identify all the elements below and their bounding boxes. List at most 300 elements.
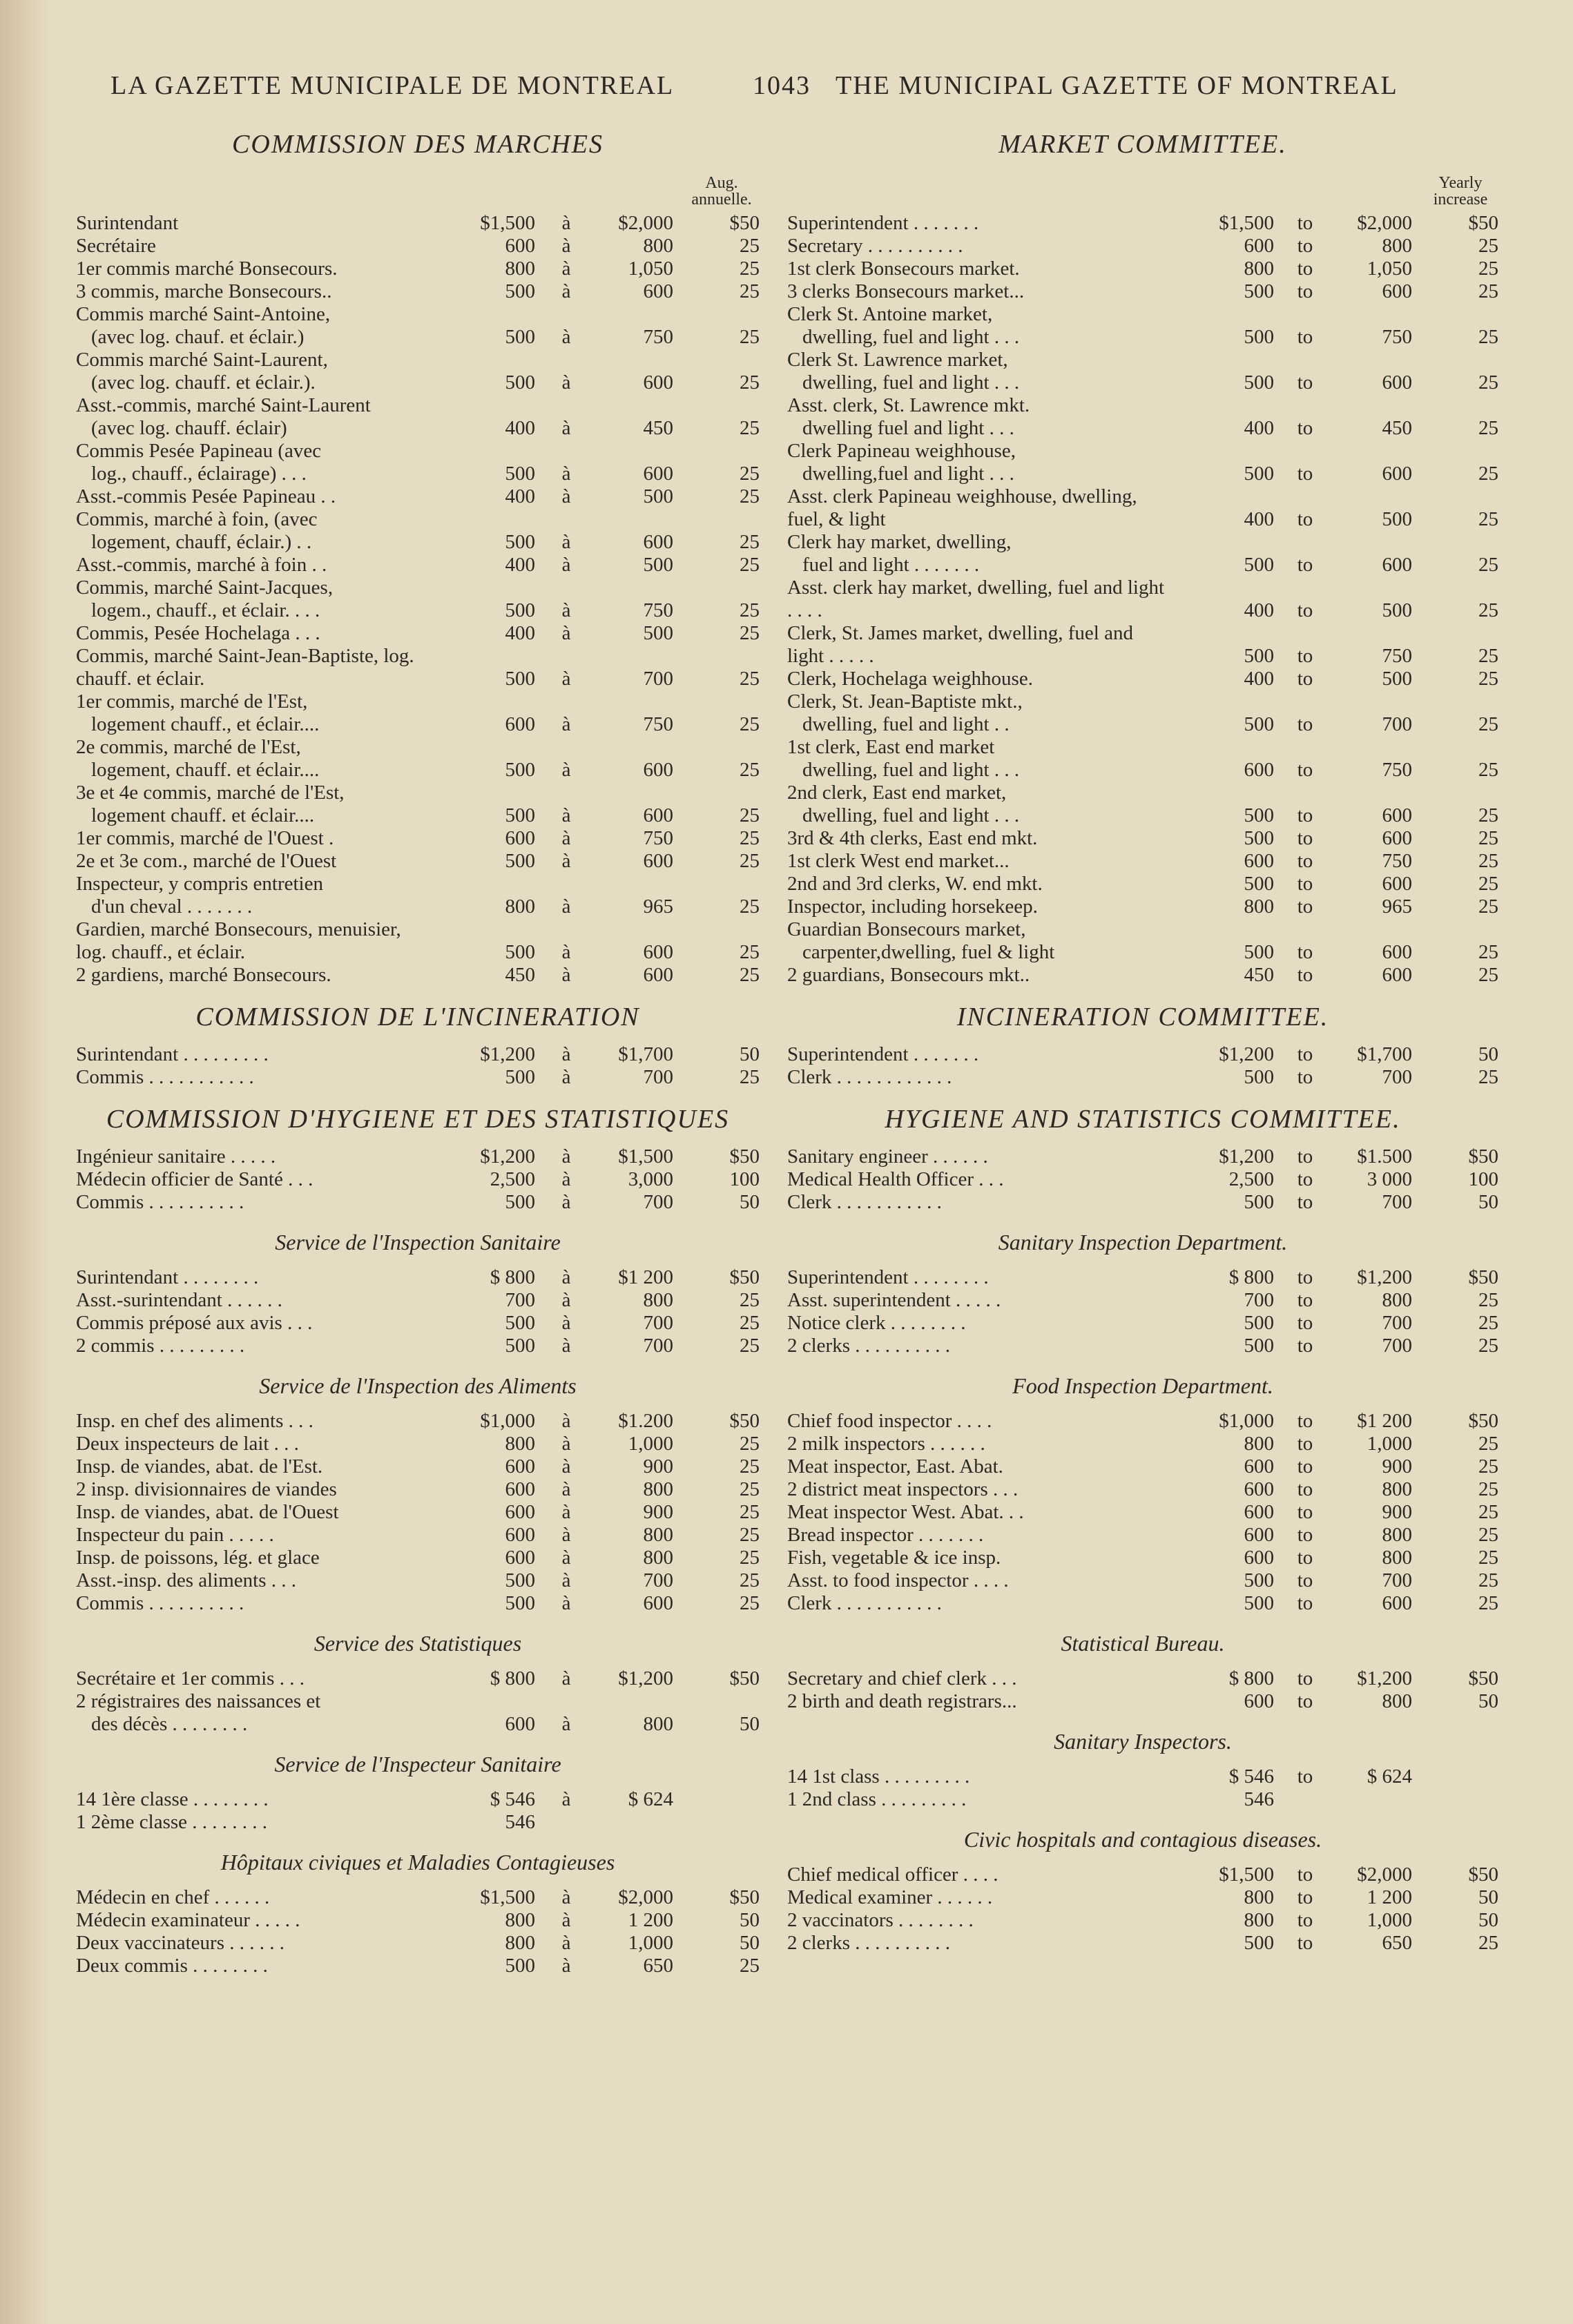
salary-row (787, 1569, 1498, 1592)
salary-to: 600 (1382, 1592, 1412, 1614)
position-label: Guardian Bonsecours market, (787, 918, 1026, 940)
range-conjunction: to (1297, 1410, 1313, 1432)
position-label: Asst. clerk Papineau weighhouse, dwelling, fuel, & light (787, 485, 1137, 530)
salary-to: $2,000 (618, 1886, 673, 1908)
salary-from: $1,200 (480, 1145, 535, 1168)
salary-to: 650 (1382, 1932, 1412, 1954)
salary-to: 600 (1382, 280, 1412, 302)
salary-from: 500 (1244, 1569, 1274, 1591)
range-conjunction: à (561, 1168, 571, 1190)
salary-from: 600 (505, 1455, 535, 1478)
salary-to: $ 624 (1367, 1765, 1412, 1788)
yearly-increase: 25 (1478, 1455, 1498, 1478)
position-label-continued: dwelling, fuel and light . . . (802, 804, 1020, 826)
range-conjunction: to (1297, 1433, 1313, 1455)
salary-to: 700 (643, 668, 673, 690)
yearly-increase: 25 (740, 1524, 760, 1546)
position-label: 2 clerks . . . . . . . . . . (787, 1932, 950, 1954)
yearly-increase: $50 (1468, 1667, 1498, 1689)
position-label: Médecin officier de Santé . . . (76, 1168, 313, 1190)
salary-figures (428, 258, 760, 280)
range-conjunction: à (561, 554, 571, 576)
position-label: Asst. superintendent . . . . . (787, 1289, 1001, 1311)
salary-to: 600 (643, 1592, 673, 1614)
position-label: Asst. clerk hay market, dwelling, fuel and light . . . . (787, 577, 1165, 621)
salary-to: 800 (643, 1547, 673, 1569)
salary-row (787, 1501, 1498, 1524)
position-label: Commis Pesée Papineau (avec (76, 440, 322, 462)
salary-figures (428, 1455, 760, 1478)
salary-from: 500 (505, 599, 535, 621)
salary-figures (428, 1592, 760, 1615)
range-conjunction: à (561, 622, 571, 644)
yearly-increase: 25 (740, 531, 760, 553)
salary-figures (1167, 1335, 1498, 1357)
salary-figures (1167, 371, 1498, 394)
salary-row (76, 1932, 760, 1955)
yearly-increase: 25 (740, 280, 760, 302)
salary-to: $1,700 (1357, 1043, 1412, 1065)
salary-to: 900 (1382, 1455, 1412, 1478)
salary-row (76, 1788, 760, 1811)
salary-row (787, 827, 1498, 850)
salary-row (76, 1455, 760, 1478)
salary-figures (1167, 1066, 1498, 1089)
salary-figures (428, 1168, 760, 1191)
salary-row (76, 690, 760, 736)
position-label: Notice clerk . . . . . . . . (787, 1312, 966, 1334)
position-label: 2e et 3e com., marché de l'Ouest (76, 850, 337, 872)
salary-to: 600 (643, 531, 673, 553)
position-label: Commis marché Saint-Laurent, (76, 349, 328, 371)
position-label: 2 insp. divisionnaires de viandes (76, 1478, 337, 1500)
position-label: Superintendent . . . . . . . . (787, 1266, 989, 1288)
position-label: Médecin examinateur . . . . . (76, 1909, 300, 1931)
salary-row (76, 850, 760, 873)
salary-row (787, 258, 1498, 280)
position-label: 1 2ème classe . . . . . . . . (76, 1811, 268, 1833)
yearly-increase: 25 (1478, 759, 1498, 781)
salary-to: 900 (643, 1455, 673, 1478)
yearly-increase: 50 (1478, 1886, 1498, 1908)
committee-title: COMMISSION DE L'INCINERATION (195, 1003, 640, 1032)
salary-to: 965 (643, 895, 673, 918)
salary-section (787, 1228, 1498, 1357)
salary-row (76, 1524, 760, 1547)
position-label: Secrétaire et 1er commis . . . (76, 1667, 305, 1689)
salary-figures (428, 827, 760, 850)
salary-figures (428, 850, 760, 873)
salary-from: 800 (1244, 258, 1274, 280)
salary-to: 1,050 (628, 258, 673, 280)
range-conjunction: to (1297, 1066, 1313, 1088)
salary-row (787, 1312, 1498, 1335)
range-conjunction: à (561, 1955, 571, 1977)
yearly-increase: 25 (740, 1955, 760, 1977)
position-label: Secretary and chief clerk . . . (787, 1667, 1017, 1689)
yearly-increase: 25 (740, 371, 760, 394)
salary-figures (1167, 895, 1498, 918)
range-conjunction: à (561, 759, 571, 781)
position-label: Commis . . . . . . . . . . . (76, 1066, 254, 1088)
salary-from: 600 (1244, 1690, 1274, 1712)
position-label: Medical Health Officer . . . (787, 1168, 1004, 1190)
committee-title: INCINERATION COMMITTEE. (956, 1003, 1329, 1032)
salary-to: 650 (643, 1955, 673, 1977)
salary-row (787, 577, 1498, 622)
position-label-continued: logement chauff., et éclair.... (91, 713, 320, 735)
salary-row (787, 690, 1498, 736)
position-label: Meat inspector, East. Abat. (787, 1455, 1003, 1478)
position-label: Clerk St. Antoine market, (787, 303, 993, 325)
salary-figures (1167, 713, 1498, 736)
salary-figures (428, 1478, 760, 1501)
salary-from: 500 (1244, 1335, 1274, 1357)
salary-row (787, 1909, 1498, 1932)
range-conjunction: à (561, 895, 571, 918)
range-conjunction: to (1297, 1547, 1313, 1569)
yearly-increase: 25 (740, 326, 760, 348)
salary-to: $2,000 (1357, 212, 1412, 234)
salary-figures (1167, 1524, 1498, 1547)
position-label: Médecin en chef . . . . . . (76, 1886, 270, 1908)
salary-to: 500 (1382, 599, 1412, 621)
salary-section (76, 1848, 760, 1977)
salary-figures (1167, 508, 1498, 531)
position-label: 14 1st class . . . . . . . . . (787, 1765, 970, 1788)
range-conjunction: à (561, 235, 571, 257)
page-header (110, 70, 1471, 112)
position-label: 2 district meat inspectors . . . (787, 1478, 1019, 1500)
salary-figures (428, 235, 760, 258)
range-conjunction: à (561, 713, 571, 735)
position-label-continued: logement, chauff. et éclair.... (91, 759, 320, 781)
salary-to: 600 (643, 941, 673, 963)
page-binding-shadow (0, 0, 48, 2324)
range-conjunction: to (1297, 1690, 1313, 1712)
salary-row (76, 1289, 760, 1312)
salary-to: 900 (643, 1501, 673, 1523)
salary-section (76, 1629, 760, 1736)
range-conjunction: à (561, 964, 571, 986)
salary-from: 500 (1244, 1066, 1274, 1088)
yearly-increase: 25 (740, 1547, 760, 1569)
salary-from: 400 (505, 622, 535, 644)
salary-row (76, 1312, 760, 1335)
range-conjunction: to (1297, 1266, 1313, 1288)
salary-to: 700 (643, 1335, 673, 1357)
position-label: Surintendant (76, 212, 179, 234)
salary-to: 800 (643, 235, 673, 257)
yearly-increase: 25 (1478, 417, 1498, 439)
french-column (76, 128, 760, 1991)
salary-from: 800 (505, 1433, 535, 1455)
salary-figures (428, 1524, 760, 1547)
yearly-increase: 25 (1478, 554, 1498, 576)
range-conjunction: à (561, 1713, 571, 1735)
salary-to: 750 (643, 827, 673, 849)
department-title: Civic hospitals and contagious diseases. (963, 1827, 1322, 1852)
salary-row (787, 235, 1498, 258)
yearly-increase: 25 (740, 668, 760, 690)
salary-row (76, 280, 760, 303)
yearly-increase: 25 (1478, 1478, 1498, 1500)
salary-figures (1167, 417, 1498, 440)
range-conjunction: à (561, 1501, 571, 1523)
range-conjunction: to (1297, 1312, 1313, 1334)
range-conjunction: à (561, 1145, 571, 1168)
salary-row (76, 577, 760, 622)
position-label: Commis, marché Saint-Jacques, (76, 577, 334, 599)
yearly-increase: 25 (1478, 804, 1498, 826)
salary-to: 600 (1382, 463, 1412, 485)
salary-figures (428, 280, 760, 303)
yearly-increase: 25 (740, 258, 760, 280)
salary-figures (428, 895, 760, 918)
yearly-increase: 100 (1468, 1168, 1498, 1190)
committee-title: HYGIENE AND STATISTICS COMMITTEE. (885, 1105, 1401, 1134)
salary-row (76, 1066, 760, 1089)
salary-figures (1167, 941, 1498, 964)
salary-from: 400 (1244, 599, 1274, 621)
range-conjunction: à (561, 1433, 571, 1455)
yearly-increase: 25 (1478, 895, 1498, 918)
salary-figures (428, 1811, 760, 1834)
department-title: Sanitary Inspection Department. (998, 1230, 1288, 1255)
yearly-increase: 25 (1478, 371, 1498, 394)
salary-from: 600 (505, 1547, 535, 1569)
position-label: Commis marché Saint-Antoine, (76, 303, 331, 325)
position-label: 1er commis, marché de l'Ouest . (76, 827, 334, 849)
salary-row (76, 1501, 760, 1524)
position-label: Insp. de viandes, abat. de l'Ouest (76, 1501, 339, 1523)
salary-from: 500 (505, 1335, 535, 1357)
yearly-increase: 25 (1478, 463, 1498, 485)
salary-from: 600 (505, 1478, 535, 1500)
salary-figures (428, 804, 760, 827)
salary-row (787, 895, 1498, 918)
salary-to: 965 (1382, 895, 1412, 918)
salary-row (787, 212, 1498, 235)
salary-row (787, 1886, 1498, 1909)
salary-from: $ 800 (1228, 1266, 1274, 1288)
salary-row (787, 1592, 1498, 1615)
salary-figures (428, 713, 760, 736)
position-label: Insp. en chef des aliments . . . (76, 1410, 313, 1432)
range-conjunction: to (1297, 417, 1313, 439)
salary-row (76, 1266, 760, 1289)
salary-row (787, 1066, 1498, 1089)
position-label: Medical examiner . . . . . . (787, 1886, 993, 1908)
position-label: Commis, Pesée Hochelaga . . . (76, 622, 320, 644)
position-label: Secretary . . . . . . . . . . (787, 235, 963, 257)
salary-from: 450 (505, 964, 535, 986)
salary-to: 700 (643, 1066, 673, 1088)
yearly-increase: 50 (740, 1713, 760, 1735)
salary-figures (428, 1547, 760, 1569)
salary-row (76, 1955, 760, 1977)
position-label-continued: (avec log. chauff. et éclair.). (91, 371, 316, 394)
range-conjunction: à (561, 1066, 571, 1088)
salary-figures (1167, 1478, 1498, 1501)
salary-row (76, 782, 760, 827)
salary-from: $ 546 (1228, 1765, 1274, 1788)
salary-figures (428, 1191, 760, 1214)
range-conjunction: to (1297, 280, 1313, 302)
yearly-increase: 25 (1478, 873, 1498, 895)
range-conjunction: to (1297, 1667, 1313, 1689)
yearly-increase: 25 (1478, 941, 1498, 963)
range-conjunction: à (561, 212, 571, 234)
salary-figures (1167, 873, 1498, 895)
salary-row (787, 440, 1498, 485)
position-label: Asst.-surintendant . . . . . . (76, 1289, 282, 1311)
salary-to: 600 (643, 850, 673, 872)
salary-from: 500 (505, 850, 535, 872)
salary-to: 700 (1382, 1569, 1412, 1591)
salary-figures (428, 1569, 760, 1592)
salary-row (76, 1811, 760, 1834)
committee-title: COMMISSION D'HYGIENE ET DES STATISTIQUES (106, 1105, 730, 1134)
range-conjunction: to (1297, 235, 1313, 257)
salary-to: 750 (643, 326, 673, 348)
salary-figures (1167, 1863, 1498, 1886)
salary-row (76, 212, 760, 235)
salary-from: 500 (1244, 554, 1274, 576)
yearly-increase: 50 (740, 1932, 760, 1954)
position-label: Asst.-insp. des aliments . . . (76, 1569, 296, 1591)
position-label-continued: logem., chauff., et éclair. . . . (91, 599, 320, 621)
position-label: Clerk hay market, dwelling, (787, 531, 1012, 553)
yearly-increase: 25 (1478, 1312, 1498, 1334)
salary-from: 500 (1244, 941, 1274, 963)
yearly-increase: 25 (1478, 1066, 1498, 1088)
salary-from: 500 (1244, 1191, 1274, 1213)
position-label: Clerk, St. Jean-Baptiste mkt., (787, 690, 1023, 713)
yearly-increase: $50 (729, 1266, 760, 1288)
salary-from: 600 (1244, 1455, 1274, 1478)
range-conjunction: à (561, 371, 571, 394)
position-label: Surintendant . . . . . . . . (76, 1266, 259, 1288)
salary-to: 600 (1382, 554, 1412, 576)
salary-to: 750 (643, 713, 673, 735)
salary-to: 800 (643, 1713, 673, 1735)
salary-figures (1167, 1289, 1498, 1312)
salary-row (76, 1145, 760, 1168)
salary-from: 546 (505, 1811, 535, 1833)
yearly-increase: 25 (740, 850, 760, 872)
page-number: 1043 (753, 71, 811, 100)
salary-from: 800 (505, 895, 535, 918)
yearly-increase: 25 (740, 1066, 760, 1088)
department-title: Service de l'Inspection Sanitaire (275, 1230, 561, 1255)
salary-figures (1167, 1266, 1498, 1289)
salary-from: 600 (1244, 235, 1274, 257)
range-conjunction: à (561, 280, 571, 302)
salary-row (787, 668, 1498, 690)
position-label: 3e et 4e commis, marché de l'Est, (76, 782, 345, 804)
range-conjunction: to (1297, 1886, 1313, 1908)
salary-figures (1167, 1191, 1498, 1214)
position-label: Clerk . . . . . . . . . . . (787, 1191, 942, 1213)
position-label: Chief medical officer . . . . (787, 1863, 998, 1886)
range-conjunction: to (1297, 1191, 1313, 1213)
position-label-continued: logement chauff. et éclair.... (91, 804, 315, 826)
range-conjunction: à (561, 485, 571, 507)
position-label-continued: dwelling, fuel and light . . . (802, 371, 1020, 394)
salary-from: 500 (1244, 1592, 1274, 1614)
position-label: 2 gardiens, marché Bonsecours. (76, 964, 331, 986)
salary-row (787, 1410, 1498, 1433)
yearly-increase: 25 (740, 1592, 760, 1614)
salary-to: 750 (1382, 850, 1412, 872)
range-conjunction: à (561, 827, 571, 849)
yearly-increase: 25 (740, 417, 760, 439)
salary-figures (1167, 1569, 1498, 1592)
salary-to: $1,200 (618, 1667, 673, 1689)
yearly-increase: 25 (740, 1433, 760, 1455)
yearly-increase: 25 (740, 804, 760, 826)
yearly-increase: 25 (740, 1312, 760, 1334)
position-label: Commis . . . . . . . . . . (76, 1592, 244, 1614)
salary-section (76, 1371, 760, 1615)
salary-figures (1167, 1547, 1498, 1569)
yearly-increase: 25 (1478, 235, 1498, 257)
range-conjunction: to (1297, 827, 1313, 849)
salary-from: $1,500 (1219, 1863, 1274, 1886)
range-conjunction: to (1297, 371, 1313, 394)
salary-figures (1167, 1168, 1498, 1191)
salary-from: 800 (1244, 1909, 1274, 1931)
salary-from: 400 (1244, 508, 1274, 530)
salary-row (76, 1886, 760, 1909)
yearly-increase: 25 (1478, 326, 1498, 348)
range-conjunction: à (561, 599, 571, 621)
salary-section (76, 1103, 760, 1214)
salary-row (787, 303, 1498, 349)
salary-figures (428, 1501, 760, 1524)
salary-to: 3,000 (628, 1168, 673, 1190)
salary-figures (1167, 1433, 1498, 1455)
salary-from: $1,500 (480, 212, 535, 234)
position-label: 2 vaccinators . . . . . . . . (787, 1909, 974, 1931)
salary-from: 500 (505, 1312, 535, 1334)
salary-to: $1,700 (618, 1043, 673, 1065)
salary-row (76, 873, 760, 918)
salary-from: 450 (1244, 964, 1274, 986)
salary-from: 600 (505, 1501, 535, 1523)
salary-row (76, 1592, 760, 1615)
salary-from: 800 (1244, 1433, 1274, 1455)
range-conjunction: à (561, 1043, 571, 1065)
salary-from: 2,500 (1228, 1168, 1274, 1190)
salary-row (787, 850, 1498, 873)
salary-to: 700 (643, 1569, 673, 1591)
department-title: Hôpitaux civiques et Maladies Contagieuses (220, 1850, 615, 1875)
salary-figures (428, 554, 760, 577)
position-label: 2 guardians, Bonsecours mkt.. (787, 964, 1030, 986)
position-label: 1er commis, marché de l'Est, (76, 690, 308, 713)
salary-row (76, 1569, 760, 1592)
salary-row (76, 1547, 760, 1569)
salary-from: 600 (1244, 850, 1274, 872)
salary-from: $ 800 (1228, 1667, 1274, 1689)
range-conjunction: to (1297, 645, 1313, 667)
yearly-increase: 25 (740, 964, 760, 986)
salary-from: 500 (1244, 326, 1274, 348)
salary-to: 800 (1382, 1478, 1412, 1500)
position-label-continued: logement, chauff, éclair.) . . (91, 531, 312, 553)
